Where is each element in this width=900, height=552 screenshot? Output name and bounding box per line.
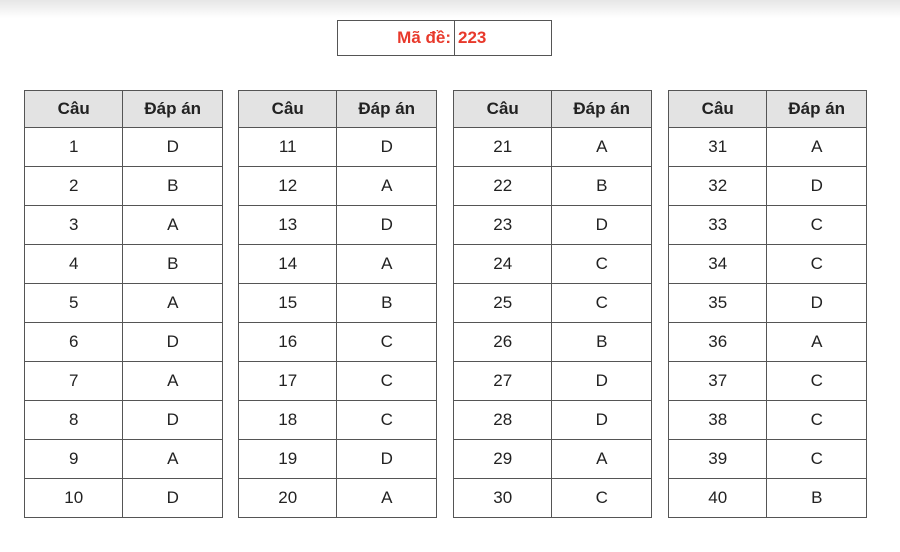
- question-number: 5: [25, 284, 123, 323]
- question-number: 12: [239, 167, 337, 206]
- table-header-row: [669, 91, 867, 128]
- exam-code-value: 223: [458, 28, 487, 47]
- question-number: 35: [669, 284, 767, 323]
- table-row: [25, 206, 223, 245]
- answer-letter: D: [337, 206, 437, 245]
- column-header-answer: Đáp án: [767, 91, 867, 128]
- table-row: [239, 284, 437, 323]
- answer-letter: A: [337, 245, 437, 284]
- table-row: [239, 401, 437, 440]
- table-row: [454, 206, 652, 245]
- table-row: [669, 479, 867, 518]
- table-row: [25, 245, 223, 284]
- question-number: 11: [239, 128, 337, 167]
- question-number: 3: [25, 206, 123, 245]
- answer-table-1: [24, 90, 223, 518]
- question-number: 25: [454, 284, 552, 323]
- question-number: 19: [239, 440, 337, 479]
- answer-letter: B: [123, 245, 223, 284]
- answer-letter: C: [552, 479, 652, 518]
- question-number: 9: [25, 440, 123, 479]
- table-row: [25, 284, 223, 323]
- table-row: [669, 167, 867, 206]
- question-number: 26: [454, 323, 552, 362]
- table-row: [25, 167, 223, 206]
- table-row: [669, 128, 867, 167]
- table-row: [454, 401, 652, 440]
- answer-letter: D: [552, 206, 652, 245]
- question-number: 7: [25, 362, 123, 401]
- question-number: 1: [25, 128, 123, 167]
- answer-letter: D: [123, 128, 223, 167]
- answer-letter: A: [552, 128, 652, 167]
- answer-letter: D: [123, 401, 223, 440]
- answer-letter: A: [552, 440, 652, 479]
- question-number: 28: [454, 401, 552, 440]
- table-row: [25, 323, 223, 362]
- question-number: 27: [454, 362, 552, 401]
- table-row: [25, 362, 223, 401]
- question-number: 17: [239, 362, 337, 401]
- table-row: [454, 167, 652, 206]
- question-number: 18: [239, 401, 337, 440]
- answer-letter: C: [767, 362, 867, 401]
- answer-letter: D: [123, 323, 223, 362]
- question-number: 23: [454, 206, 552, 245]
- table-row: [239, 323, 437, 362]
- answer-letter: A: [123, 284, 223, 323]
- question-number: 15: [239, 284, 337, 323]
- question-number: 40: [669, 479, 767, 518]
- question-number: 13: [239, 206, 337, 245]
- table-row: [239, 479, 437, 518]
- question-number: 37: [669, 362, 767, 401]
- answer-letter: D: [337, 440, 437, 479]
- question-number: 22: [454, 167, 552, 206]
- table-row: [454, 284, 652, 323]
- answer-letter: C: [337, 323, 437, 362]
- answer-letter: B: [552, 323, 652, 362]
- answer-letter: D: [552, 401, 652, 440]
- column-header-question: Câu: [239, 91, 337, 128]
- table-row: [669, 440, 867, 479]
- question-number: 4: [25, 245, 123, 284]
- question-number: 38: [669, 401, 767, 440]
- answer-letter: B: [552, 167, 652, 206]
- table-row: [454, 362, 652, 401]
- answer-letter: A: [337, 167, 437, 206]
- column-header-answer: Đáp án: [552, 91, 652, 128]
- answer-letter: B: [123, 167, 223, 206]
- table-row: [239, 128, 437, 167]
- question-number: 33: [669, 206, 767, 245]
- answer-letter: A: [123, 440, 223, 479]
- answer-letter: D: [767, 284, 867, 323]
- answer-letter: C: [767, 401, 867, 440]
- answer-letter: C: [552, 284, 652, 323]
- answer-letter: B: [767, 479, 867, 518]
- table-row: [25, 401, 223, 440]
- answer-letter: D: [552, 362, 652, 401]
- answer-letter: C: [767, 206, 867, 245]
- top-shadow: [0, 0, 900, 18]
- table-row: [454, 128, 652, 167]
- question-number: 16: [239, 323, 337, 362]
- answer-letter: C: [552, 245, 652, 284]
- table-row: [454, 323, 652, 362]
- answer-table-4: [668, 90, 867, 518]
- answer-letter: D: [767, 167, 867, 206]
- table-row: [669, 284, 867, 323]
- answer-letter: A: [767, 128, 867, 167]
- table-row: [239, 440, 437, 479]
- column-header-answer: Đáp án: [123, 91, 223, 128]
- answer-letter: B: [337, 284, 437, 323]
- exam-code-label: Mã đề:: [338, 21, 455, 55]
- table-row: [454, 440, 652, 479]
- answer-table-3: [453, 90, 652, 518]
- question-number: 2: [25, 167, 123, 206]
- question-number: 6: [25, 323, 123, 362]
- exam-code-box: [337, 20, 552, 56]
- answer-letter: D: [123, 479, 223, 518]
- question-number: 36: [669, 323, 767, 362]
- question-number: 34: [669, 245, 767, 284]
- answer-letter: C: [337, 401, 437, 440]
- column-header-question: Câu: [454, 91, 552, 128]
- table-row: [25, 479, 223, 518]
- table-header-row: [239, 91, 437, 128]
- question-number: 39: [669, 440, 767, 479]
- column-header-question: Câu: [25, 91, 123, 128]
- table-header-row: [454, 91, 652, 128]
- answer-letter: C: [767, 440, 867, 479]
- answer-letter: D: [337, 128, 437, 167]
- question-number: 8: [25, 401, 123, 440]
- question-number: 24: [454, 245, 552, 284]
- table-row: [454, 479, 652, 518]
- table-row: [669, 362, 867, 401]
- question-number: 31: [669, 128, 767, 167]
- answer-letter: A: [337, 479, 437, 518]
- question-number: 21: [454, 128, 552, 167]
- table-row: [25, 440, 223, 479]
- table-row: [669, 401, 867, 440]
- table-row: [669, 206, 867, 245]
- answer-letter: C: [767, 245, 867, 284]
- answer-letter: A: [767, 323, 867, 362]
- table-row: [239, 206, 437, 245]
- question-number: 29: [454, 440, 552, 479]
- question-number: 30: [454, 479, 552, 518]
- question-number: 14: [239, 245, 337, 284]
- question-number: 10: [25, 479, 123, 518]
- table-header-row: [25, 91, 223, 128]
- answer-letter: A: [123, 206, 223, 245]
- table-row: [239, 362, 437, 401]
- table-row: [25, 128, 223, 167]
- column-header-question: Câu: [669, 91, 767, 128]
- table-row: [669, 323, 867, 362]
- table-row: [669, 245, 867, 284]
- question-number: 32: [669, 167, 767, 206]
- answer-table-2: [238, 90, 437, 518]
- question-number: 20: [239, 479, 337, 518]
- answer-letter: C: [337, 362, 437, 401]
- column-header-answer: Đáp án: [337, 91, 437, 128]
- table-row: [239, 167, 437, 206]
- table-row: [239, 245, 437, 284]
- table-row: [454, 245, 652, 284]
- answer-letter: A: [123, 362, 223, 401]
